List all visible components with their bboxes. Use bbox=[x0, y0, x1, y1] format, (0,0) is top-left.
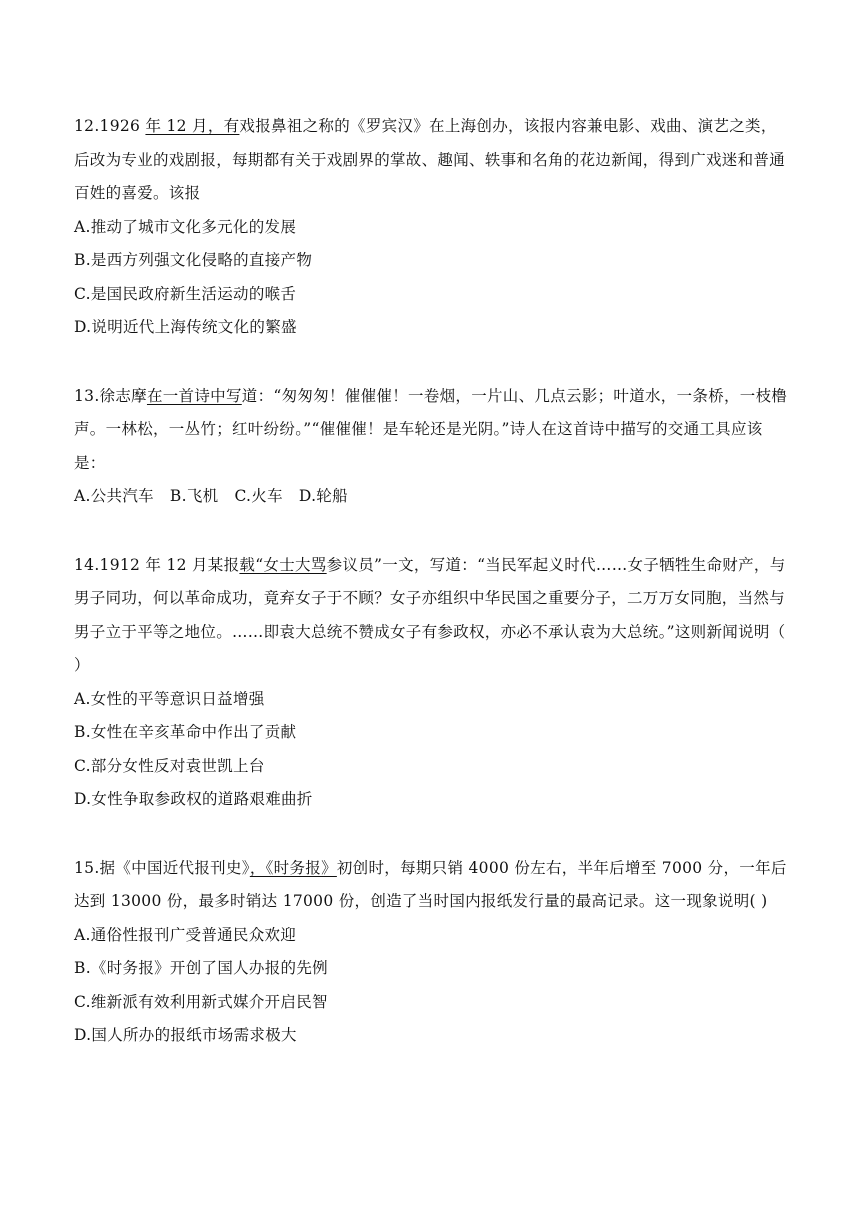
option-b[interactable]: B.女性在辛亥革命中作出了贡献 bbox=[74, 723, 297, 741]
option-a[interactable]: A.通俗性报刊广受普通民众欢迎 bbox=[74, 925, 297, 944]
stem-text: 道：“匆匆匆！催催催！一卷烟，一片山、几点云影；叶道水，一条桥，一枝橹声。一林松，一丛竹；红叶纷纷。”“催催催！是车轮还是光阴。”诗人在这首诗中描写的交通工具应该是： bbox=[74, 386, 788, 472]
question-15 bbox=[74, 852, 790, 1053]
option-b[interactable]: B.《时务报》开创了国人办报的先例 bbox=[74, 959, 328, 977]
question-stem bbox=[74, 380, 790, 481]
stem-text: 参议员”一文，写道：“当民军起义时代……女子牺牲生命财产，与男子同功，何以革命成功，竟弃女子于不顾？女子亦组织中华民国之重要分子，二万万女同胞，当然与男子立于平等之地位。……即袁大总统不赞成女子有参政权，亦必不承认袁为大总统。”这则新闻说明（ ） bbox=[74, 555, 786, 674]
option-d[interactable]: D.说明近代上海传统文化的繁盛 bbox=[74, 318, 297, 336]
option-a[interactable]: A.推动了城市文化多元化的发展 bbox=[74, 217, 297, 236]
option-d[interactable]: D.轮船 bbox=[298, 487, 348, 505]
option-a[interactable]: A.公共汽车 bbox=[74, 487, 154, 505]
document-page bbox=[74, 110, 790, 1088]
stem-text: 12.1926 bbox=[74, 117, 146, 135]
stem-text: 15.据《中国近代报刊史》 bbox=[74, 858, 250, 877]
option-d[interactable]: D.国人所办的报纸市场需求极大 bbox=[74, 1026, 297, 1044]
option-c[interactable]: C.火车 bbox=[234, 487, 283, 505]
underlined-text: ，《时务报》 bbox=[249, 858, 337, 877]
option-c[interactable]: C.维新派有效利用新式媒介开启民智 bbox=[74, 992, 328, 1011]
stem-text: 13.徐志摩 bbox=[74, 386, 147, 405]
option-a[interactable]: A.女性的平等意识日益增强 bbox=[74, 689, 265, 708]
underlined-text: 载“女士大骂 bbox=[239, 555, 327, 574]
question-stem bbox=[74, 852, 790, 919]
stem-text: 初创时，每期只销 4000 份左右，半年后增至 7000 分，一年后达到 13000 份，最多时销达 17000 份，创造了当时国内报纸发行量的最高记录。这一现象说明( ) bbox=[74, 858, 787, 910]
option-d[interactable]: D.女性争取参政权的道路艰难曲折 bbox=[74, 790, 313, 808]
question-stem bbox=[74, 110, 790, 211]
stem-text: 戏报鼻祖之称的《罗宾汉》在上海创办，该报内容兼电影、戏曲、演艺之类，后改为专业的戏剧报，每期都有关于戏剧界的掌故、趣闻、轶事和名角的花边新闻，得到广戏迷和普通百姓的喜爱。该报 bbox=[74, 117, 786, 202]
option-c[interactable]: C.是国民政府新生活运动的喉舌 bbox=[74, 284, 297, 303]
option-b[interactable]: B.是西方列强文化侵略的直接产物 bbox=[74, 251, 313, 269]
question-14 bbox=[74, 549, 790, 817]
options-row bbox=[74, 480, 790, 514]
question-13 bbox=[74, 380, 790, 514]
stem-text: 14.1912 年 12 月某报 bbox=[74, 555, 240, 574]
underlined-text: 在一首诗中写 bbox=[146, 386, 242, 405]
question-stem bbox=[74, 549, 790, 683]
question-12 bbox=[74, 110, 790, 345]
option-b[interactable]: B.飞机 bbox=[169, 487, 219, 505]
option-c[interactable]: C.部分女性反对袁世凯上台 bbox=[74, 756, 265, 775]
underlined-text: 年 12 月，有 bbox=[145, 117, 240, 135]
